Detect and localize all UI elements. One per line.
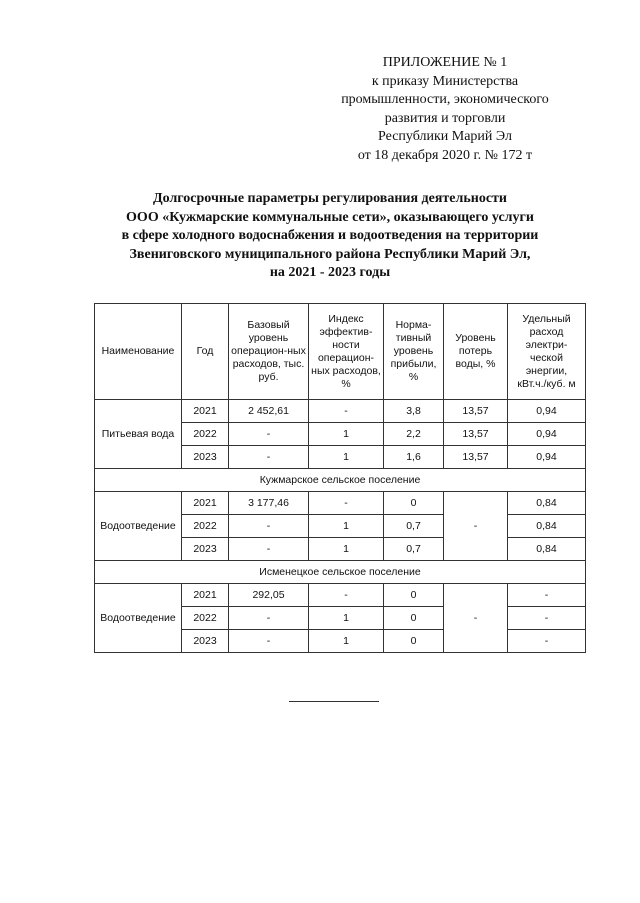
separator-line bbox=[289, 701, 379, 702]
cell-losses: 13,57 bbox=[444, 423, 508, 446]
table-row bbox=[95, 492, 586, 515]
appendix-line: ПРИЛОЖЕНИЕ № 1 bbox=[382, 55, 508, 70]
row-group-name: Водоотведение bbox=[95, 584, 182, 653]
cell-profit: 1,6 bbox=[384, 446, 444, 469]
cell-base: 2 452,61 bbox=[229, 400, 309, 423]
cell-energy: - bbox=[508, 630, 586, 653]
appendix-line: Республики Марий Эл bbox=[378, 129, 512, 144]
document-title bbox=[40, 190, 620, 283]
title-line: Звениговского муниципального района Республики Марий Эл, bbox=[129, 246, 531, 262]
parameters-table bbox=[94, 303, 586, 653]
cell-year: 2021 bbox=[182, 400, 229, 423]
header-name: Наименование bbox=[95, 304, 182, 400]
cell-profit: 0 bbox=[384, 492, 444, 515]
title-line: Долгосрочные параметры регулирования деятельности bbox=[153, 191, 507, 206]
cell-base: - bbox=[229, 630, 309, 653]
table-header-row bbox=[95, 304, 586, 400]
cell-energy: 0,94 bbox=[508, 446, 586, 469]
cell-energy: 0,84 bbox=[508, 492, 586, 515]
cell-year: 2021 bbox=[182, 584, 229, 607]
header-year: Год bbox=[182, 304, 229, 400]
cell-base: - bbox=[229, 446, 309, 469]
cell-year: 2023 bbox=[182, 630, 229, 653]
cell-base: - bbox=[229, 515, 309, 538]
cell-year: 2022 bbox=[182, 515, 229, 538]
cell-profit: 2,2 bbox=[384, 423, 444, 446]
appendix-line: от 18 декабря 2020 г. № 172 т bbox=[357, 147, 533, 163]
cell-energy: 0,84 bbox=[508, 538, 586, 561]
header-water-losses: Уровень потерь воды, % bbox=[444, 304, 508, 400]
appendix-line: промышленности, экономического bbox=[341, 92, 549, 107]
table-row bbox=[95, 584, 586, 607]
row-group-name: Водоотведение bbox=[95, 492, 182, 561]
cell-base: 292,05 bbox=[229, 584, 309, 607]
cell-base: - bbox=[229, 423, 309, 446]
cell-energy: 0,94 bbox=[508, 400, 586, 423]
cell-index: 1 bbox=[309, 423, 384, 446]
cell-year: 2022 bbox=[182, 423, 229, 446]
cell-base: - bbox=[229, 607, 309, 630]
cell-index: 1 bbox=[309, 607, 384, 630]
cell-profit: 0,7 bbox=[384, 538, 444, 561]
appendix-header bbox=[300, 54, 590, 165]
cell-year: 2021 bbox=[182, 492, 229, 515]
cell-losses: - bbox=[444, 492, 508, 561]
cell-profit: 0 bbox=[384, 584, 444, 607]
cell-energy: - bbox=[508, 584, 586, 607]
cell-losses: - bbox=[444, 584, 508, 653]
section-title: Исменецкое сельское поселение bbox=[95, 561, 586, 584]
cell-energy: 0,94 bbox=[508, 423, 586, 446]
section-title: Кужмарское сельское поселение bbox=[95, 469, 586, 492]
cell-profit: 0 bbox=[384, 630, 444, 653]
cell-base: 3 177,46 bbox=[229, 492, 309, 515]
section-row bbox=[95, 469, 586, 492]
cell-energy: - bbox=[508, 607, 586, 630]
table-row bbox=[95, 400, 586, 423]
header-efficiency-index: Индекс эффектив-ности операцион-ных расходов, % bbox=[309, 304, 384, 400]
cell-index: 1 bbox=[309, 538, 384, 561]
appendix-line: к приказу Министерства bbox=[371, 73, 519, 89]
cell-index: - bbox=[309, 584, 384, 607]
title-line: в сфере холодного водоснабжения и водоотведения на территории bbox=[121, 228, 539, 243]
cell-index: - bbox=[309, 400, 384, 423]
cell-index: 1 bbox=[309, 446, 384, 469]
cell-profit: 3,8 bbox=[384, 400, 444, 423]
cell-energy: 0,84 bbox=[508, 515, 586, 538]
cell-losses: 13,57 bbox=[444, 446, 508, 469]
section-row bbox=[95, 561, 586, 584]
cell-base: - bbox=[229, 538, 309, 561]
row-group-name: Питьевая вода bbox=[95, 400, 182, 469]
header-base-expenses: Базовый уровень операцион-ных расходов, тыс. руб. bbox=[229, 304, 309, 400]
cell-profit: 0 bbox=[384, 607, 444, 630]
cell-index: - bbox=[309, 492, 384, 515]
cell-losses: 13,57 bbox=[444, 400, 508, 423]
cell-year: 2023 bbox=[182, 446, 229, 469]
header-energy-consumption: Удельный расход электри-ческой энергии, кВт.ч./куб. м bbox=[508, 304, 586, 400]
cell-index: 1 bbox=[309, 515, 384, 538]
cell-year: 2022 bbox=[182, 607, 229, 630]
cell-year: 2023 bbox=[182, 538, 229, 561]
header-profit-level: Норма-тивный уровень прибыли, % bbox=[384, 304, 444, 400]
cell-profit: 0,7 bbox=[384, 515, 444, 538]
appendix-line: развития и торговли bbox=[384, 110, 506, 126]
cell-index: 1 bbox=[309, 630, 384, 653]
title-line: ООО «Кужмарские коммунальные сети», оказывающего услуги bbox=[126, 209, 534, 225]
title-line: на 2021 - 2023 годы bbox=[269, 265, 391, 280]
